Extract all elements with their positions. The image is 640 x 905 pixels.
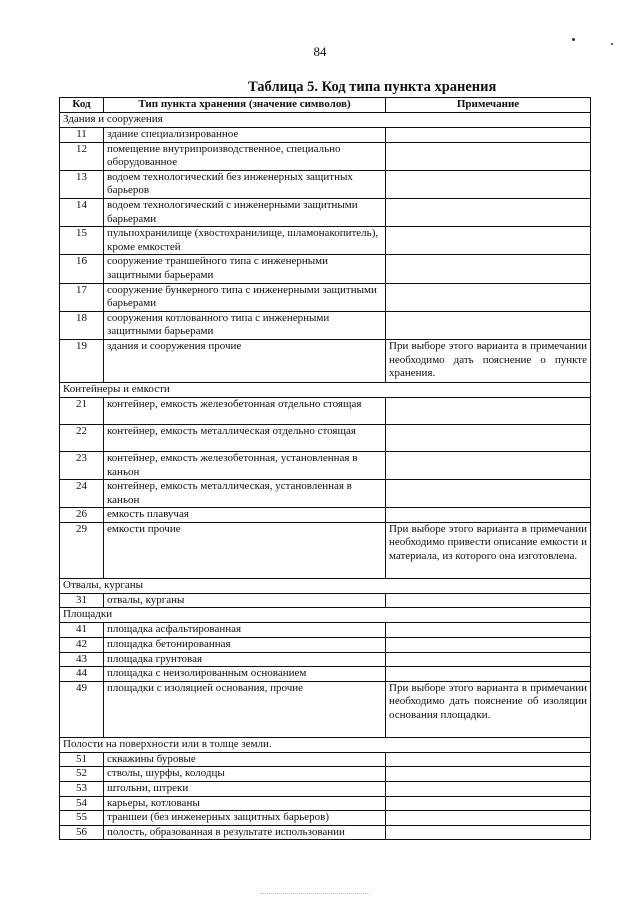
- table-row: [60, 142, 591, 170]
- scan-speck: [572, 38, 575, 41]
- row-type: водоем технологический без инженерных защитных барьеров: [104, 170, 386, 198]
- row-code: 17: [60, 283, 104, 311]
- row-code: 29: [60, 522, 104, 578]
- row-type: контейнер, емкость металлическая отдельно стоящая: [104, 424, 386, 451]
- row-type: водоем технологический с инженерными защитными барьерами: [104, 198, 386, 226]
- table-row: [60, 593, 591, 608]
- row-type: емкости прочие: [104, 522, 386, 578]
- row-note: [386, 170, 591, 198]
- row-type: здание специализированное: [104, 128, 386, 143]
- table-row: [60, 767, 591, 782]
- table-row: [60, 638, 591, 653]
- row-type: отвалы, курганы: [104, 593, 386, 608]
- row-note: [386, 424, 591, 451]
- row-note: [386, 752, 591, 767]
- row-note: [386, 397, 591, 424]
- table-row: [60, 339, 591, 382]
- storage-type-table: [59, 97, 591, 840]
- row-note: При выборе этого варианта в примечании необходимо привести описание емкости и материала, из которого она изготовлена.: [386, 522, 591, 578]
- table-row: [60, 508, 591, 523]
- table-row: [60, 652, 591, 667]
- group-row: [60, 113, 591, 128]
- row-type: контейнер, емкость металлическая, установленная в каньон: [104, 480, 386, 508]
- row-note: [386, 227, 591, 255]
- row-note: [386, 451, 591, 479]
- row-type: площадка с неизолированным основанием: [104, 667, 386, 682]
- row-note: При выборе этого варианта в примечании необходимо дать пояснение о пункте хранения.: [386, 339, 591, 382]
- table-row: [60, 825, 591, 840]
- table-row: [60, 681, 591, 737]
- row-note: [386, 825, 591, 840]
- group-row: [60, 737, 591, 752]
- table-row: [60, 397, 591, 424]
- row-code: 19: [60, 339, 104, 382]
- row-note: [386, 128, 591, 143]
- row-code: 53: [60, 782, 104, 797]
- header-code: Код: [60, 98, 104, 113]
- table-row: [60, 796, 591, 811]
- row-code: 12: [60, 142, 104, 170]
- row-code: 51: [60, 752, 104, 767]
- row-code: 49: [60, 681, 104, 737]
- row-note: [386, 142, 591, 170]
- group-title: Отвалы, курганы: [60, 578, 591, 593]
- table-row: [60, 667, 591, 682]
- row-type: сооружения котлованного типа с инженерными защитными барьерами: [104, 311, 386, 339]
- group-row: [60, 578, 591, 593]
- table-row: [60, 451, 591, 479]
- table-row: [60, 198, 591, 226]
- row-type: стволы, шурфы, колодцы: [104, 767, 386, 782]
- row-code: 54: [60, 796, 104, 811]
- row-type: емкость плавучая: [104, 508, 386, 523]
- table-row: [60, 480, 591, 508]
- scan-speck: [611, 43, 613, 45]
- row-type: площадки с изоляцией основания, прочие: [104, 681, 386, 737]
- row-code: 41: [60, 623, 104, 638]
- row-note: [386, 623, 591, 638]
- row-code: 42: [60, 638, 104, 653]
- row-note: [386, 796, 591, 811]
- row-code: 15: [60, 227, 104, 255]
- table-row: [60, 227, 591, 255]
- row-code: 21: [60, 397, 104, 424]
- row-note: [386, 638, 591, 653]
- table-row: [60, 424, 591, 451]
- row-code: 11: [60, 128, 104, 143]
- row-type: сооружение бункерного типа с инженерными защитными барьерами: [104, 283, 386, 311]
- row-type: карьеры, котлованы: [104, 796, 386, 811]
- row-type: полость, образованная в результате использовании: [104, 825, 386, 840]
- table-row: [60, 782, 591, 797]
- row-code: 44: [60, 667, 104, 682]
- row-type: траншеи (без инженерных защитных барьеров): [104, 811, 386, 826]
- row-code: 22: [60, 424, 104, 451]
- table-row: [60, 311, 591, 339]
- row-note: [386, 811, 591, 826]
- row-code: 23: [60, 451, 104, 479]
- row-type: площадка грунтовая: [104, 652, 386, 667]
- row-note: [386, 508, 591, 523]
- row-type: помещение внутрипроизводственное, специально оборудованное: [104, 142, 386, 170]
- row-code: 14: [60, 198, 104, 226]
- header-type: Тип пункта хранения (значение символов): [104, 98, 386, 113]
- row-note: [386, 198, 591, 226]
- group-row: [60, 608, 591, 623]
- row-type: здания и сооружения прочие: [104, 339, 386, 382]
- group-title: Площадки: [60, 608, 591, 623]
- table-row: [60, 752, 591, 767]
- row-code: 43: [60, 652, 104, 667]
- row-note: [386, 480, 591, 508]
- row-type: штольни, штреки: [104, 782, 386, 797]
- row-code: 26: [60, 508, 104, 523]
- row-note: [386, 652, 591, 667]
- row-type: контейнер, емкость железобетонная отдельно стоящая: [104, 397, 386, 424]
- row-code: 55: [60, 811, 104, 826]
- row-type: площадка асфальтированная: [104, 623, 386, 638]
- table-row: [60, 170, 591, 198]
- page-number: 84: [313, 44, 327, 59]
- row-note: [386, 667, 591, 682]
- row-note: [386, 255, 591, 283]
- row-code: 31: [60, 593, 104, 608]
- row-type: пульпохранилище (хвостохранилище, шламонакопитель), кроме емкостей: [104, 227, 386, 255]
- table-header-row: [60, 98, 591, 113]
- table-row: [60, 811, 591, 826]
- group-title: Полости на поверхности или в толще земли.: [60, 737, 591, 752]
- row-code: 18: [60, 311, 104, 339]
- row-note: [386, 283, 591, 311]
- table-row: [60, 623, 591, 638]
- row-type: скважины буровые: [104, 752, 386, 767]
- group-title: Здания и сооружения: [60, 113, 591, 128]
- table-title: Таблица 5. Код типа пункта хранения: [248, 79, 497, 95]
- row-note: [386, 311, 591, 339]
- table-row: [60, 128, 591, 143]
- row-note: [386, 767, 591, 782]
- row-type: площадка бетонированная: [104, 638, 386, 653]
- table-row: [60, 255, 591, 283]
- row-note: [386, 593, 591, 608]
- row-note: При выборе этого варианта в примечании необходимо дать пояснение об изоляции основания площадки.: [386, 681, 591, 737]
- row-code: 56: [60, 825, 104, 840]
- table-row: [60, 283, 591, 311]
- group-title: Контейнеры и емкости: [60, 382, 591, 397]
- row-type: контейнер, емкость железобетонная, установленная в каньон: [104, 451, 386, 479]
- header-note: Примечание: [386, 98, 591, 113]
- row-type: сооружение траншейного типа с инженерными защитными барьерами: [104, 255, 386, 283]
- row-code: 13: [60, 170, 104, 198]
- group-row: [60, 382, 591, 397]
- scan-artifact-line: [260, 893, 370, 894]
- table-row: [60, 522, 591, 578]
- row-note: [386, 782, 591, 797]
- row-code: 24: [60, 480, 104, 508]
- row-code: 52: [60, 767, 104, 782]
- row-code: 16: [60, 255, 104, 283]
